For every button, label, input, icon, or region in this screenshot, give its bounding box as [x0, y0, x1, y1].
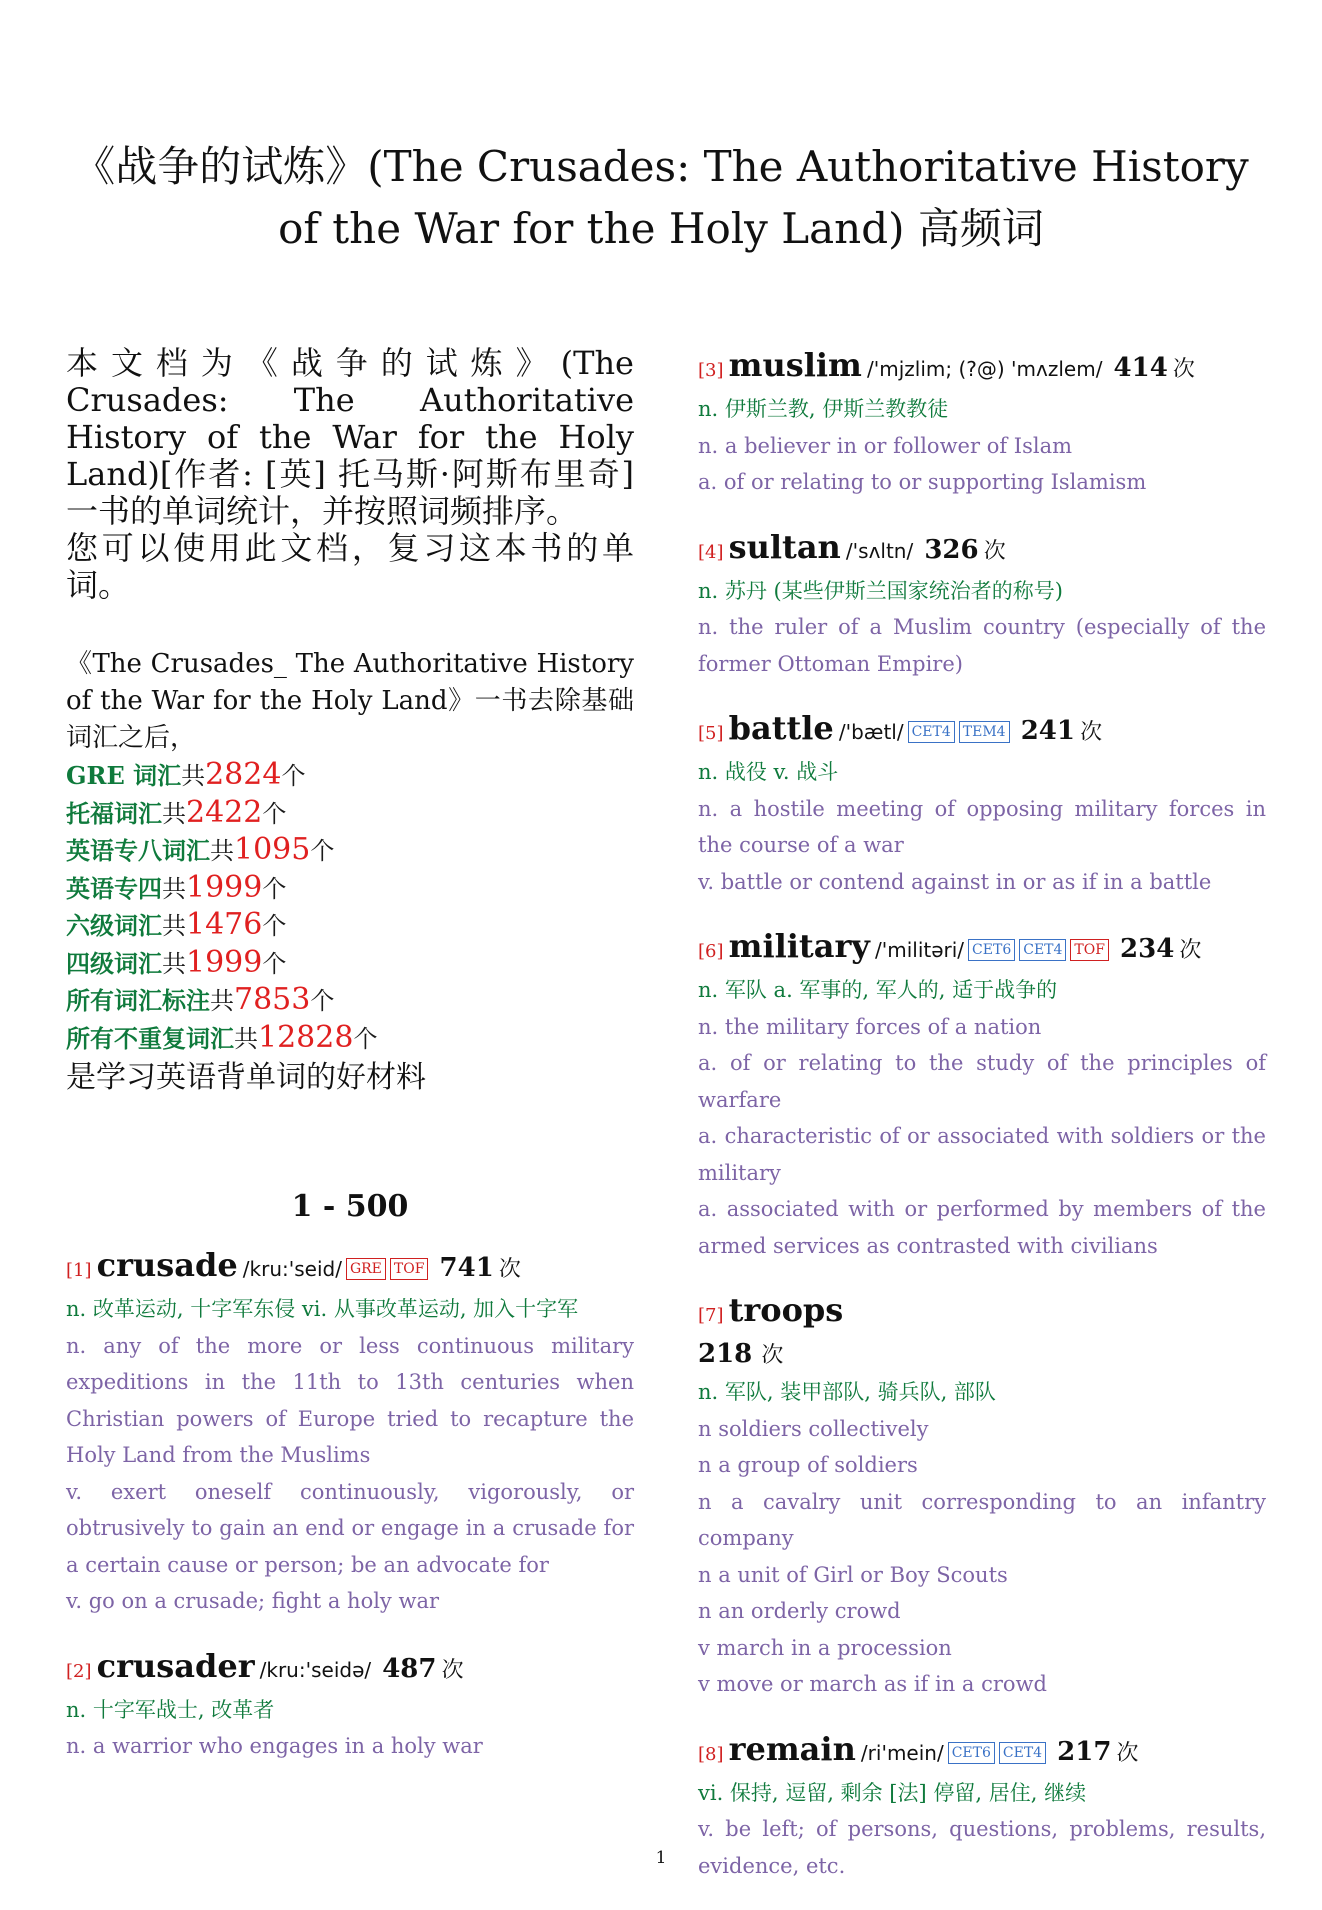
- stat-value: 7853: [234, 982, 311, 1017]
- exam-tag-cet4: CET4: [999, 1742, 1046, 1764]
- stat-mid: 共: [210, 837, 234, 865]
- definition-cn: n. 十字军战士, 改革者: [66, 1697, 275, 1722]
- stat-mid: 共: [162, 912, 186, 940]
- entry-count: 487: [382, 1653, 437, 1684]
- intro-text-1: 本文档为《战争的试炼》(The Crusades: The Authoritative History of the War for the Holy Land)[作者: [英] 托马斯·阿斯布里奇] 一书的单词统计，并按照词频排序。: [66, 344, 634, 530]
- entry-index: [7]: [698, 1305, 724, 1326]
- stat-label: 托福词汇: [66, 798, 162, 828]
- word-entry: [698, 345, 1266, 501]
- entry-count-unit: 次: [498, 1257, 521, 1282]
- entry-word: crusader: [96, 1646, 255, 1685]
- entry-ipa: /ri'mein/: [860, 1740, 944, 1765]
- entry-ipa: /'militəri/: [874, 938, 965, 962]
- entry-word: battle: [728, 709, 834, 747]
- word-entry: [698, 1290, 1266, 1703]
- entry-index: [5]: [698, 723, 724, 744]
- entry-count-unit: 次: [983, 538, 1006, 564]
- entry-ipa: /kru:'seid/: [242, 1257, 342, 1281]
- stat-mid: 共: [210, 987, 234, 1015]
- intro-summary: 《The Crusades_ The Authoritative History of the War for the Holy Land》一书去除基础词汇之后，: [66, 649, 634, 753]
- stat-row: [66, 832, 634, 870]
- left-column: [66, 345, 634, 1791]
- definition-cn: n. 改革运动, 十字军东侵 vi. 从事改革运动, 加入十字军: [66, 1297, 579, 1321]
- stat-label: 英语专四: [66, 873, 162, 903]
- entry-head: [66, 1646, 634, 1692]
- definition-en: n. any of the more or less continuous military expeditions in the 11th to 13th centuries when Christian powers of Europe tried to recapture the Holy Land from the Muslims: [66, 1333, 634, 1467]
- stat-label: GRE 词汇: [66, 761, 182, 790]
- stat-mid: 共: [162, 799, 186, 828]
- stat-row: [66, 795, 634, 833]
- definition-en: v move or march as if in a crowd: [698, 1672, 1047, 1696]
- entry-word: sultan: [728, 527, 841, 566]
- stat-mid: 共: [234, 1024, 258, 1053]
- exam-tag-cet6: CET6: [948, 1742, 995, 1764]
- stat-label: 英语专八词汇: [66, 836, 210, 865]
- stat-unit: 个: [262, 799, 287, 828]
- definition-cn: n. 军队 a. 军事的, 军人的, 适于战争的: [698, 978, 1058, 1002]
- definition-en: v. go on a crusade; fight a holy war: [66, 1589, 440, 1613]
- entry-count-unit: 次: [1116, 1740, 1139, 1766]
- entry-count-line: [698, 1336, 1266, 1374]
- entry-count: 741: [439, 1253, 494, 1283]
- entry-count-unit: 次: [1179, 938, 1202, 963]
- definition-en: n. the ruler of a Muslim country (especially of the former Ottoman Empire): [698, 615, 1266, 676]
- stat-unit: 个: [310, 987, 335, 1015]
- entry-word: troops: [728, 1291, 844, 1329]
- entry-head: [66, 1245, 634, 1291]
- stat-mid: 共: [162, 874, 186, 903]
- entry-ipa: /'mjzlim; (?@) 'mʌzlem/: [867, 357, 1103, 381]
- entry-word: muslim: [728, 346, 862, 384]
- intro-paragraph: [66, 345, 634, 604]
- exam-tag-tof: TOF: [390, 1258, 429, 1280]
- stat-label: 所有词汇标注: [66, 986, 210, 1015]
- definition-en: n a cavalry unit corresponding to an infantry company: [698, 1489, 1266, 1550]
- stat-row: [66, 982, 634, 1020]
- exam-tag-cet4: CET4: [908, 721, 955, 743]
- stat-unit: 个: [262, 949, 287, 978]
- stat-unit: 个: [262, 912, 287, 940]
- stat-label: 六级词汇: [66, 911, 162, 940]
- entry-index: [6]: [698, 941, 724, 962]
- entry-head: [698, 708, 1266, 754]
- definition-en: a. of or relating to or supporting Islamism: [698, 470, 1147, 494]
- definition-en: a. characteristic of or associated with soldiers or the military: [698, 1124, 1266, 1185]
- entry-count: 217: [1057, 1736, 1112, 1767]
- range-heading: 1 - 500: [291, 1189, 409, 1224]
- definition-en: n a group of soldiers: [698, 1453, 918, 1477]
- definition-en: n soldiers collectively: [698, 1416, 929, 1441]
- entry-count-unit: 次: [1080, 720, 1103, 745]
- definition-cn: n. 战役 v. 战斗: [698, 760, 839, 784]
- definition-en: n. the military forces of a nation: [698, 1014, 1042, 1039]
- definition-en: a. of or relating to the study of the principles of warfare: [698, 1051, 1266, 1112]
- definition-cn: n. 伊斯兰教, 伊斯兰教教徒: [698, 397, 949, 421]
- entry-head: [698, 1729, 1266, 1775]
- entry-count-unit: 次: [1172, 357, 1195, 382]
- entry-head: [698, 345, 1266, 391]
- entry-word: remain: [728, 1729, 856, 1768]
- right-column: [698, 345, 1266, 1910]
- stat-value: 2422: [186, 794, 263, 830]
- closing-text: 是学习英语背单词的好材料: [66, 1060, 426, 1095]
- stat-value: 1095: [234, 832, 311, 867]
- definition-cn: vi. 保持, 逗留, 剩余 [法] 停留, 居住, 继续: [698, 1780, 1087, 1805]
- stat-mid: 共: [181, 762, 206, 790]
- definition-en: n a unit of Girl or Boy Scouts: [698, 1562, 1008, 1587]
- definition-en: v. exert oneself continuously, vigorously, or obtrusively to gain an end or engage in a crusade for a certain cause or person; be an advocate for: [66, 1479, 634, 1577]
- stat-value: 1999: [186, 944, 263, 980]
- definition-en: a. associated with or performed by members of the armed services as contrasted with civilians: [698, 1197, 1266, 1258]
- definition-en: n. a warrior who engages in a holy war: [66, 1734, 483, 1758]
- entry-index: [4]: [698, 541, 724, 563]
- exam-tag-tof: TOF: [1070, 939, 1109, 961]
- entry-count-unit: 次: [441, 1657, 464, 1683]
- page-number: 1: [655, 1848, 667, 1868]
- word-entry: [66, 1245, 634, 1620]
- word-entry: [698, 527, 1266, 683]
- stat-row: [66, 870, 634, 908]
- stat-unit: 个: [281, 762, 306, 790]
- stat-unit: 个: [310, 837, 335, 865]
- word-entry: [698, 708, 1266, 900]
- stat-unit: 个: [262, 874, 287, 903]
- definition-en: v. be left; of persons, questions, problems, results, evidence, etc.: [698, 1817, 1266, 1878]
- stat-value: 1476: [186, 907, 263, 942]
- entry-count: 414: [1113, 353, 1168, 383]
- entry-count: 234: [1120, 934, 1175, 964]
- entry-index: [8]: [698, 1743, 724, 1765]
- entry-index: [1]: [66, 1260, 92, 1281]
- entry-index: [3]: [698, 360, 724, 381]
- definition-en: n. a believer in or follower of Islam: [698, 433, 1073, 458]
- entry-head: [698, 1290, 1266, 1336]
- word-entry: [698, 926, 1266, 1264]
- stats-list: [66, 757, 634, 1057]
- definition-cn: n. 军队, 装甲部队, 骑兵队, 部队: [698, 1380, 996, 1404]
- stat-value: 1999: [186, 869, 263, 905]
- definition-en: n. a hostile meeting of opposing military forces in the course of a war: [698, 796, 1266, 857]
- stat-unit: 个: [353, 1024, 378, 1053]
- definition-cn: n. 苏丹 (某些伊斯兰国家统治者的称号): [698, 578, 1063, 603]
- stat-label: 四级词汇: [66, 948, 162, 978]
- entry-count-unit: 次: [761, 1343, 784, 1368]
- stat-value: 2824: [205, 757, 282, 792]
- entry-ipa: /kru:'seidə/: [259, 1657, 372, 1682]
- exam-tag-cet6: CET6: [968, 939, 1015, 961]
- entry-index: [2]: [66, 1660, 92, 1682]
- intro-text-2: 您可以使用此文档，复习这本书的单词。: [66, 529, 634, 604]
- stat-label: 所有不重复词汇: [66, 1023, 234, 1053]
- word-entry: [66, 1646, 634, 1765]
- entry-head: [698, 926, 1266, 972]
- entry-word: crusade: [96, 1246, 238, 1284]
- stat-row: [66, 757, 634, 795]
- entry-ipa: /'bætl/: [838, 720, 904, 744]
- entry-count: 218: [698, 1339, 753, 1369]
- entry-count: 326: [924, 534, 979, 565]
- entry-ipa: /'sʌltn/: [845, 538, 914, 563]
- entry-word: military: [728, 927, 870, 965]
- exam-tag-tem4: TEM4: [959, 721, 1010, 743]
- definition-en: v. battle or contend against in or as if in a battle: [698, 869, 1212, 894]
- exam-tag-cet4: CET4: [1019, 939, 1066, 961]
- definition-en: v march in a procession: [698, 1635, 952, 1660]
- stat-value: 12828: [258, 1019, 354, 1055]
- entry-head: [698, 527, 1266, 573]
- entry-count: 241: [1020, 716, 1075, 746]
- definition-en: n an orderly crowd: [698, 1599, 901, 1623]
- stat-mid: 共: [162, 949, 186, 978]
- stat-row: [66, 945, 634, 983]
- stat-row: [66, 907, 634, 945]
- exam-tag-gre: GRE: [346, 1258, 386, 1280]
- stat-row: [66, 1020, 634, 1058]
- page-title: 《战争的试炼》(The Crusades: The Authoritative History of the War for the Holy Land) 高频词: [73, 142, 1249, 253]
